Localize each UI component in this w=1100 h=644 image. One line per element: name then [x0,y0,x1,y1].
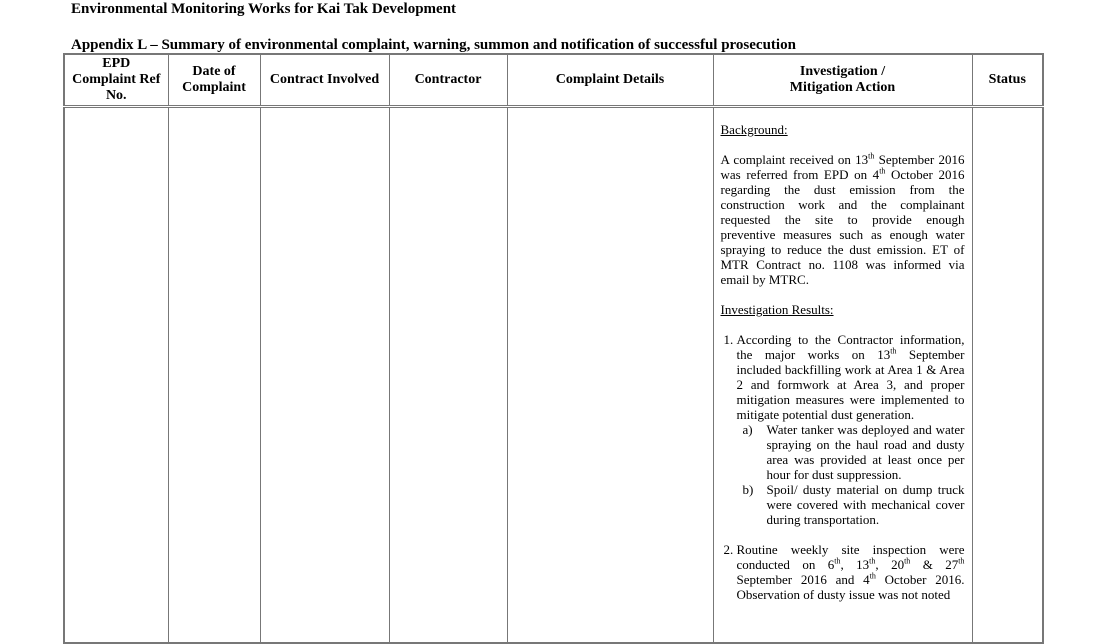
header-date: Date of Complaint [168,54,260,107]
cell-details [507,107,713,644]
complaint-summary-table [63,53,1044,644]
background-heading: Background: [720,122,788,137]
result-sublist [737,422,965,527]
header-ref-no: EPD Complaint Ref No. [64,54,168,107]
table-row [64,107,1043,644]
results-list [721,332,965,602]
header-action-line1: Investigation / [799,64,886,79]
header-details: Complaint Details [507,54,713,107]
header-contractor: Contractor [389,54,507,107]
table-header-row [64,54,1043,107]
result-item-1: 1. According to the Contractor information, the major works on 13th September included backfilling work at Area 1 & Area 2 and formwork at Area 3, and proper mitigation measures were implemented to mitigate potential dust generation. a) Water tanker was deployed and water spraying on the haul road and dusty area was provided at least once per hour for dust suppression. b) Spoil/ dusty material on dump truck were covered with mechanical cover during transportation. [737,332,965,527]
cell-action [713,107,972,644]
header-action [713,54,972,107]
sub-item-a: a) Water tanker was deployed and water spraying on the haul road and dusty area was provided at least once per hour for dust suppression. [742,422,965,482]
background-paragraph: A complaint received on 13th September 2016 was referred from EPD on 4th October 2016 regarding the dust emission from the construction work and the complainant requested the site to provide enough preventive measures such as enough water spraying to reduce the dust emission. ET of MTR Contract no. 1108 was informed via email by MTRC. [720,151,965,287]
header-contract: Contract Involved [260,54,389,107]
results-heading: Investigation Results: [720,302,834,317]
cell-status [972,107,1043,644]
document-subtitle: Appendix L – Summary of environmental complaint, warning, summon and notification of successful prosecution [71,37,796,53]
cell-ref-no [64,107,168,644]
sub-item-b: b) Spoil/ dusty material on dump truck were covered with mechanical cover during transportation. [742,482,965,527]
header-action-line2: Mitigation Action [789,80,896,95]
cell-contract [260,107,389,644]
header-status: Status [972,54,1043,107]
cell-contractor [389,107,507,644]
document-title: Environmental Monitoring Works for Kai Tak Development [71,1,457,17]
cell-date [168,107,260,644]
result-item-2: 2. Routine weekly site inspection were conducted on 6th, 13th, 20th & 27th September 2016 and 4th October 2016. Observation of dusty issue was not noted [737,542,965,602]
